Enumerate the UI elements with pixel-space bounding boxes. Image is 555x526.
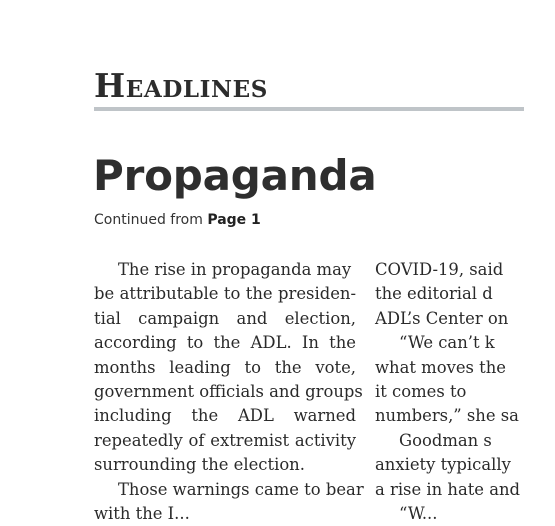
left-line-10: Those warnings came to bear <box>118 479 364 499</box>
left-line-6: government officials and groups <box>94 382 363 402</box>
right-line-4: “We can’t k <box>399 333 495 353</box>
right-line-5: what moves the <box>375 357 506 377</box>
right-line-8: Goodman s <box>399 430 492 450</box>
right-line-11: “W... <box>399 504 438 524</box>
right-line-9: anxiety typically <box>375 455 511 475</box>
left-line-11: with the I... <box>94 504 190 524</box>
continued-page-ref: Page 1 <box>207 212 261 228</box>
article-title: Propaganda <box>93 151 377 200</box>
continued-line <box>94 212 261 228</box>
section-heading <box>94 66 268 105</box>
article-right-column <box>375 258 555 526</box>
continued-prefix: Continued from <box>94 212 208 228</box>
section-divider <box>94 107 524 111</box>
left-line-7: including the ADL warned <box>94 406 356 426</box>
right-line-3: ADL’s Center on <box>375 308 509 328</box>
left-line-8: repeatedly of extremist activity <box>94 430 356 450</box>
section-heading-initial: H <box>94 66 126 105</box>
section-heading-rest: EADLINES <box>125 76 268 103</box>
left-line-4: according to the ADL. In the <box>94 333 356 353</box>
article-left-column <box>94 258 364 526</box>
left-line-9: surrounding the election. <box>94 455 305 475</box>
left-line-2: be attributable to the presiden- <box>94 284 356 304</box>
left-line-5: months leading to the vote, <box>94 357 356 377</box>
left-line-3: tial campaign and election, <box>94 308 356 328</box>
right-line-2: the editorial d <box>375 284 493 304</box>
right-line-6: it comes to <box>375 382 467 402</box>
right-line-1: COVID-19, said <box>375 260 504 279</box>
right-line-10: a rise in hate and <box>375 479 521 499</box>
left-line-1: The rise in propaganda may <box>118 260 352 279</box>
right-line-7: numbers,” she sa <box>375 406 519 426</box>
